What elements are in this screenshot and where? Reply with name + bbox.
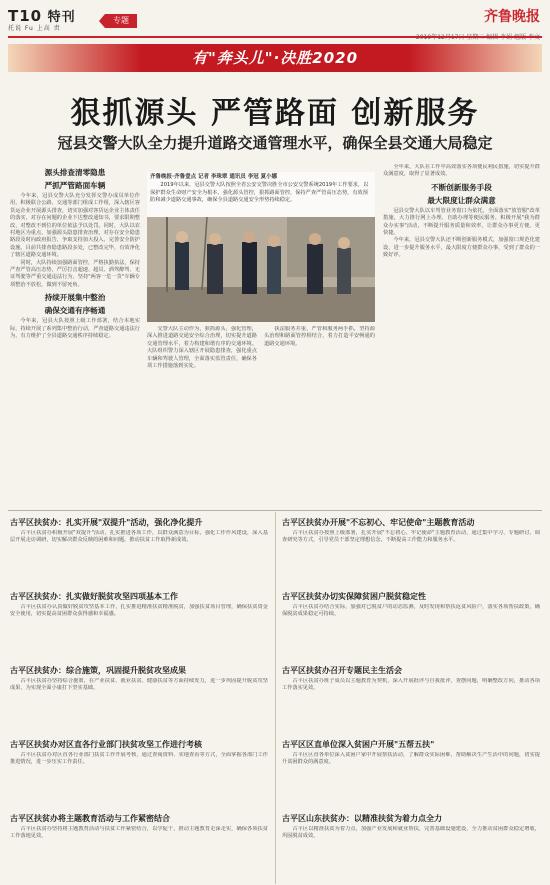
brief-title: 古平区扶贫办将主题教育活动与工作紧密结合 <box>10 813 170 823</box>
main-subheadline: 冠县交警大队全力提升道路交通管理水平，确保全县交通大局稳定 <box>57 134 493 152</box>
brief-title: 古平区扶贫办对区直各行业部门扶贫攻坚工作进行考核 <box>10 739 202 749</box>
brief-title: 古平区扶贫办：综合施策，巩固提升脱贫攻坚成果 <box>10 665 186 675</box>
paragraph: 冠县交警大队以车驾管业务窗口为依托，全面落实"放管服"改革措施，大力推行网上办理、自助办理等便民服务，积极开展"我为群众办实事"活动，不断提升服务质量和效率，让群众办事更方便、更快捷。 <box>383 207 540 237</box>
brief-title: 古平区扶贫办召开专题民主生活会 <box>282 665 402 675</box>
section-heading: 持续开展集中整治 <box>44 293 106 303</box>
brief-body: 古平区以精准扶贫为着力点，加强产业发展和就业帮扶，完善基础设施建设，全力推动贫困群众稳定增收，巩固脱贫成效。 <box>282 826 540 840</box>
paragraph: 今年来，冠县大队按照上级工作部署，结合本地实际，持续开展了系列集中整治行动，严查道路交通违法行为，有力维护了全县道路交通秩序持续稳定。 <box>10 318 140 340</box>
brief-body: 古平区扶贫办班子成员以主题教育为契机，深入开展批评与自我批评，查摆问题，明确整改方向，推动各项工作落实见效。 <box>282 678 540 692</box>
section-heading: 严抓严管路面车辆 <box>44 181 106 190</box>
section-divider <box>8 510 542 511</box>
news-brief <box>10 738 268 808</box>
section-heading: 源头排查清零隐患 <box>44 168 106 177</box>
feature-banner <box>8 44 542 72</box>
news-brief <box>282 812 540 882</box>
section-name: 特刊 <box>47 10 76 25</box>
page-number: T10 特刊 <box>8 7 76 25</box>
paragraph: 同时，大队持续加强路面管控，严格执勤执法，保持严查严管高压态势，严厉打击超速、超员、酒驾醉驾、无证驾驶等严重交通违法行为，坚持"两客一危一货"车辆专项整治不放松，做到不留死角。 <box>10 259 140 288</box>
section-heading: 不断创新服务手段 <box>431 182 492 192</box>
news-brief <box>10 664 268 734</box>
section-heading: 最大限度让群众满意 <box>427 195 496 205</box>
brief-body: 古平区扶贫办积极开展"双提升"活动，扎实推进各项工作，以群众满意为目标，强化工作作风建设，深入基层开展走访调研，切实解决群众反映的困难和问题，推动扶贫工作取得新成效。 <box>10 530 268 544</box>
brief-title: 古平区山东扶贫办：以精准扶贫为着力点全力 <box>282 813 442 823</box>
newspaper-logo: 齐鲁晚报 <box>484 9 540 25</box>
news-brief <box>282 738 540 808</box>
news-brief <box>282 664 540 734</box>
news-brief <box>282 590 540 660</box>
paragraph: 交警大队主动作为，狠抓源头，强化管理，深入推进道路交通安全综合治理，切实提升道路交通管理水平，着力构建和谐有序的交通环境。大队组织警力深入辖区开展隐患排查，强化重点车辆和驾驶人管理，全面落实监管责任，确保各项工作措施落到实处。 <box>147 326 257 370</box>
news-brief <box>10 590 268 660</box>
article-column-4 <box>383 164 540 508</box>
brief-title: 古平区扶贫办切实保障贫困户脱贫稳定性 <box>282 591 426 601</box>
article-column-3 <box>264 326 375 508</box>
brief-body: 古平区扶贫办结合实际，加强对已脱贫户的动态监测，及时发现和帮扶返贫风险户，落实各项帮扶政策，确保脱贫成果稳定可持续。 <box>282 604 540 618</box>
brief-body: 古平区区直各单位深入贫困户家中开展帮扶活动，了解群众实际困难，帮助解决生产生活中的问题，切实提升贫困群众的满意度。 <box>282 752 540 766</box>
photo-caption <box>147 172 375 217</box>
brief-body: 古平区扶贫办按照上级部署，扎实开展"不忘初心、牢记使命"主题教育活动，通过集中学习、专题研讨、调查研究等方式，引导党员干部坚定理想信念，不断提高工作能力和服务水平。 <box>282 530 540 544</box>
topic-tag: 专题 <box>105 14 137 28</box>
byline: 齐鲁晚报·齐鲁壹点 记者 李珠翠 通讯员 李冠 夏小娜 <box>150 174 278 180</box>
paragraph: 全年来，大队在工作中高效落实各项便民利民措施，切实提升群众满意度，取得了显著成效。 <box>383 164 540 178</box>
paragraph: 今年来，冠县交警大队还不断创新服务模式，加强窗口规范化建设，进一步提升服务水平，最大限度方便群众办事，受到了群众的一致好评。 <box>383 237 540 259</box>
news-brief <box>10 812 268 882</box>
news-brief <box>10 516 268 586</box>
masthead <box>8 6 542 36</box>
main-headline: 狠抓源头 严管路面 创新服务 <box>70 96 480 131</box>
section-heading: 确保交通有序畅通 <box>44 306 106 316</box>
brief-body: 古平区扶贫办认真做好脱贫攻坚基本工作，扎实推进精准扶贫精准脱贫，加强扶贫项目管理，确保扶贫资金安全使用，切实提高贫困群众获得感和幸福感。 <box>10 604 268 618</box>
section-sub: 托说 Fu 上高 责 <box>8 25 61 32</box>
brief-body: 古平区扶贫办对区直各行业部门扶贫工作开展考核，通过查阅资料、实地查看等方式，全面掌握各部门工作推进情况，进一步压实工作责任。 <box>10 752 268 766</box>
header-rule <box>8 36 542 38</box>
brief-title: 古平区扶贫办：扎实开展"双提升"活动，强化净化提升 <box>10 517 203 527</box>
caption-text: 2019年以来，冠县交警大队按照全省公安交警决胜全市公安交警系统2019年工作要求，以保护群众生命财产安全为根本，强化源头管控，狠抓路面管控，保持严查严管高压态势，有效预防和减少道路交通事故，确保全县道路交通安全形势持续稳定。 <box>150 182 369 204</box>
brief-title: 古平区扶贫办：扎实做好脱贫攻坚四项基本工作 <box>10 591 178 601</box>
brief-title: 古平区区直单位深入贫困户开展"五帮五扶" <box>282 739 435 749</box>
brief-body: 古平区扶贫办坚持将主题教育活动与扶贫工作紧密结合，以学促干，推动主题教育走深走实，确保各项扶贫工作落地见效。 <box>10 826 268 840</box>
column-divider <box>275 512 276 884</box>
brief-title: 古平区扶贫办开展"不忘初心、牢记使命"主题教育活动 <box>282 517 475 527</box>
article-column-1 <box>10 164 140 508</box>
paragraph: 执法服务并重，严管和服务两手抓，坚持源头治理和路面管控相结合，着力打造平安畅通的道路交通环境。 <box>264 326 375 347</box>
article-column-2 <box>147 326 257 508</box>
brief-body: 古平区扶贫办坚持综合施策，在产业扶贫、就业扶贫、健康扶贫等方面持续发力，进一步巩固提升脱贫攻坚成果，为实现全面小康打下坚实基础。 <box>10 678 268 692</box>
banner-title: 有"奔头儿"·决胜2020 <box>191 49 359 67</box>
news-brief <box>282 516 540 586</box>
paragraph: 今年来，冠县交警大队充分发挥交警办成员单位作用，积极联合公路、交通等部门组成工作组，深入辖区客货运企业开展源头排查，切实加强对客货运企业主体责任的落实，对存在问题的企业下达整改通知书，要求限期整改，对整改不到位的单位依法予以处罚。同时，大队以农村地区为重点，加强源头隐患排查治理，对存在安全隐患路段及时向政府报告，争取支持加大投入，完善安全防护设施。目前共排查隐患路段多处，已整改完毕，有效净化了辖区道路交通环境。 <box>10 193 140 259</box>
